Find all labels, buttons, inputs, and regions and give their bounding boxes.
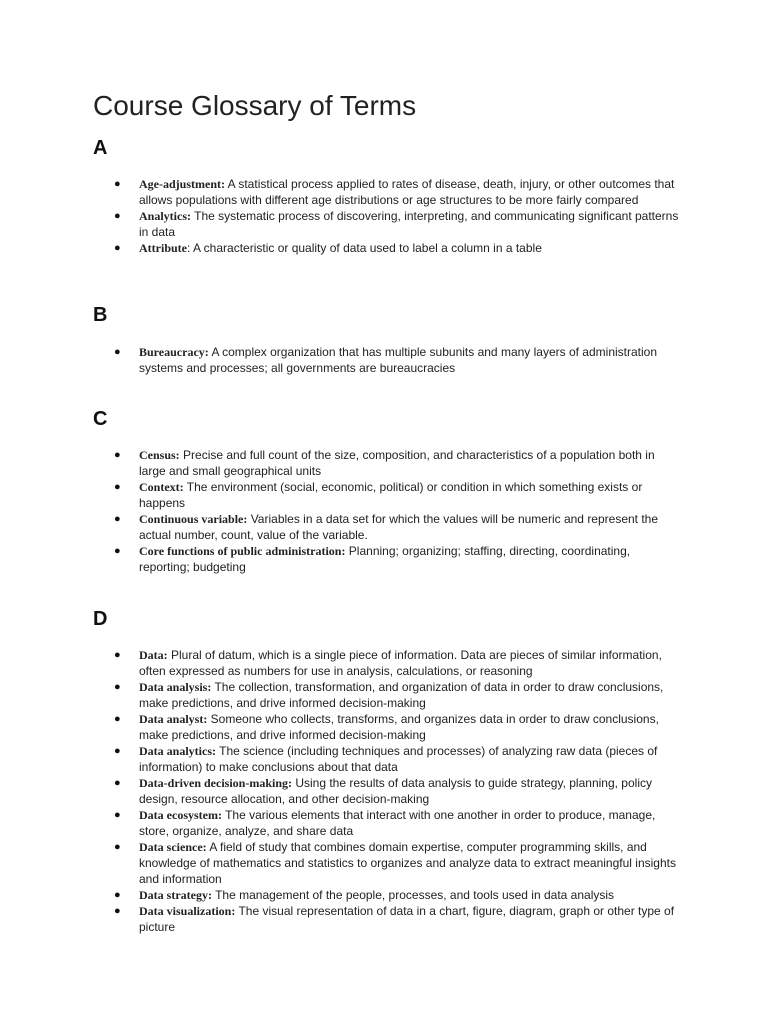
- term-definition: Planning; organizing; staffing, directing, coordinating, reporting; budgeting: [139, 544, 631, 574]
- bullet-icon: ●: [114, 513, 121, 525]
- section-letter: D: [93, 608, 108, 630]
- section-a: [93, 136, 683, 160]
- bullet-icon: ●: [114, 841, 121, 853]
- term-definition: A statistical process applied to rates of disease, death, injury, or other outcomes that allows populations with different age distributions or age structures to be more fairly compared: [139, 177, 675, 207]
- list-item: [93, 887, 683, 903]
- list-item: [93, 679, 683, 711]
- section-c: [93, 407, 683, 431]
- bullet-icon: ●: [114, 713, 121, 725]
- term-name: Data analytics:: [139, 744, 216, 758]
- list-item: [93, 344, 683, 376]
- list-item: [93, 543, 683, 575]
- term-name: Continuous variable:: [139, 512, 248, 526]
- term-definition: The collection, transformation, and organization of data in order to draw conclusions, make predictions, and drive informed decision-making: [139, 680, 664, 710]
- term-definition: Precise and full count of the size, composition, and characteristics of a population both in large and small geographical units: [139, 448, 655, 478]
- list-item: [93, 839, 683, 887]
- list-item: [93, 176, 683, 208]
- section-letter: A: [93, 137, 108, 159]
- list-item: [93, 479, 683, 511]
- term-name: Core functions of public administration:: [139, 544, 346, 558]
- term-name: Data visualization:: [139, 904, 236, 918]
- bullet-icon: ●: [114, 210, 121, 222]
- term-list-b: [93, 344, 683, 376]
- bullet-icon: ●: [114, 809, 121, 821]
- section-d: [93, 607, 683, 631]
- term-list-d: [93, 647, 683, 935]
- list-item: [93, 511, 683, 543]
- bullet-icon: ●: [114, 346, 121, 358]
- section-letter: B: [93, 304, 108, 326]
- term-definition: The management of the people, processes, and tools used in data analysis: [211, 888, 615, 902]
- list-item: [93, 647, 683, 679]
- bullet-icon: ●: [114, 745, 121, 757]
- bullet-icon: ●: [114, 449, 121, 461]
- bullet-icon: ●: [114, 777, 121, 789]
- term-name: Data analysis:: [139, 680, 212, 694]
- section-b: [93, 303, 683, 327]
- term-definition: Someone who collects, transforms, and organizes data in order to draw conclusions, make predictions, and drive informed decision-making: [139, 712, 659, 742]
- term-name: Context:: [139, 480, 184, 494]
- term-list-a: [93, 176, 683, 256]
- term-definition: The systematic process of discovering, interpreting, and communicating significant patterns in data: [139, 209, 679, 239]
- bullet-icon: ●: [114, 681, 121, 693]
- term-name: Age-adjustment:: [139, 177, 225, 191]
- term-definition: The visual representation of data in a chart, figure, diagram, graph or other type of picture: [139, 904, 675, 934]
- term-name: Data analyst:: [139, 712, 208, 726]
- term-name: Census:: [139, 448, 180, 462]
- list-item: [93, 711, 683, 743]
- term-name: Analytics:: [139, 209, 191, 223]
- section-letter: C: [93, 408, 108, 430]
- term-name: Attribute: [139, 241, 187, 255]
- term-definition: Using the results of data analysis to guide strategy, planning, policy design, resource allocation, and other decision-making: [139, 776, 652, 806]
- bullet-icon: ●: [114, 545, 121, 557]
- list-item: [93, 240, 683, 256]
- bullet-icon: ●: [114, 242, 121, 254]
- term-definition: Variables in a data set for which the values will be numeric and represent the actual number, count, value of the variable.: [139, 512, 659, 542]
- document-page: [93, 88, 683, 934]
- term-name: Data:: [139, 648, 168, 662]
- term-name: Data strategy:: [139, 888, 212, 902]
- bullet-icon: ●: [114, 481, 121, 493]
- bullet-icon: ●: [114, 178, 121, 190]
- term-name: Data-driven decision-making:: [139, 776, 292, 790]
- term-name: Bureaucracy:: [139, 345, 209, 359]
- term-definition: Plural of datum, which is a single piece of information. Data are pieces of similar information, often expressed as numbers for use in analysis, calculations, or reasoning: [139, 648, 662, 678]
- term-name: Data science:: [139, 840, 207, 854]
- list-item: [93, 903, 683, 935]
- list-item: [93, 775, 683, 807]
- list-item: [93, 807, 683, 839]
- bullet-icon: ●: [114, 889, 121, 901]
- term-definition: A complex organization that has multiple subunits and many layers of administration systems and processes; all governments are bureaucracies: [139, 345, 658, 375]
- term-definition: The environment (social, economic, political) or condition in which something exists or happens: [139, 480, 643, 510]
- list-item: [93, 743, 683, 775]
- term-list-c: [93, 447, 683, 575]
- term-definition: The science (including techniques and processes) of analyzing raw data (pieces of information) to make conclusions about that data: [139, 744, 658, 774]
- bullet-icon: ●: [114, 649, 121, 661]
- term-name: Data ecosystem:: [139, 808, 222, 822]
- bullet-icon: ●: [114, 905, 121, 917]
- page-title: Course Glossary of Terms: [93, 90, 417, 121]
- term-definition: The various elements that interact with one another in order to produce, manage, store, organize, analyze, and share data: [139, 808, 656, 838]
- list-item: [93, 447, 683, 479]
- term-definition: : A characteristic or quality of data used to label a column in a table: [187, 241, 542, 255]
- term-definition: A field of study that combines domain expertise, computer programming skills, and knowledge of mathematics and statistics to organizes and analyze data to extract meaningful insights and information: [139, 840, 676, 886]
- list-item: [93, 208, 683, 240]
